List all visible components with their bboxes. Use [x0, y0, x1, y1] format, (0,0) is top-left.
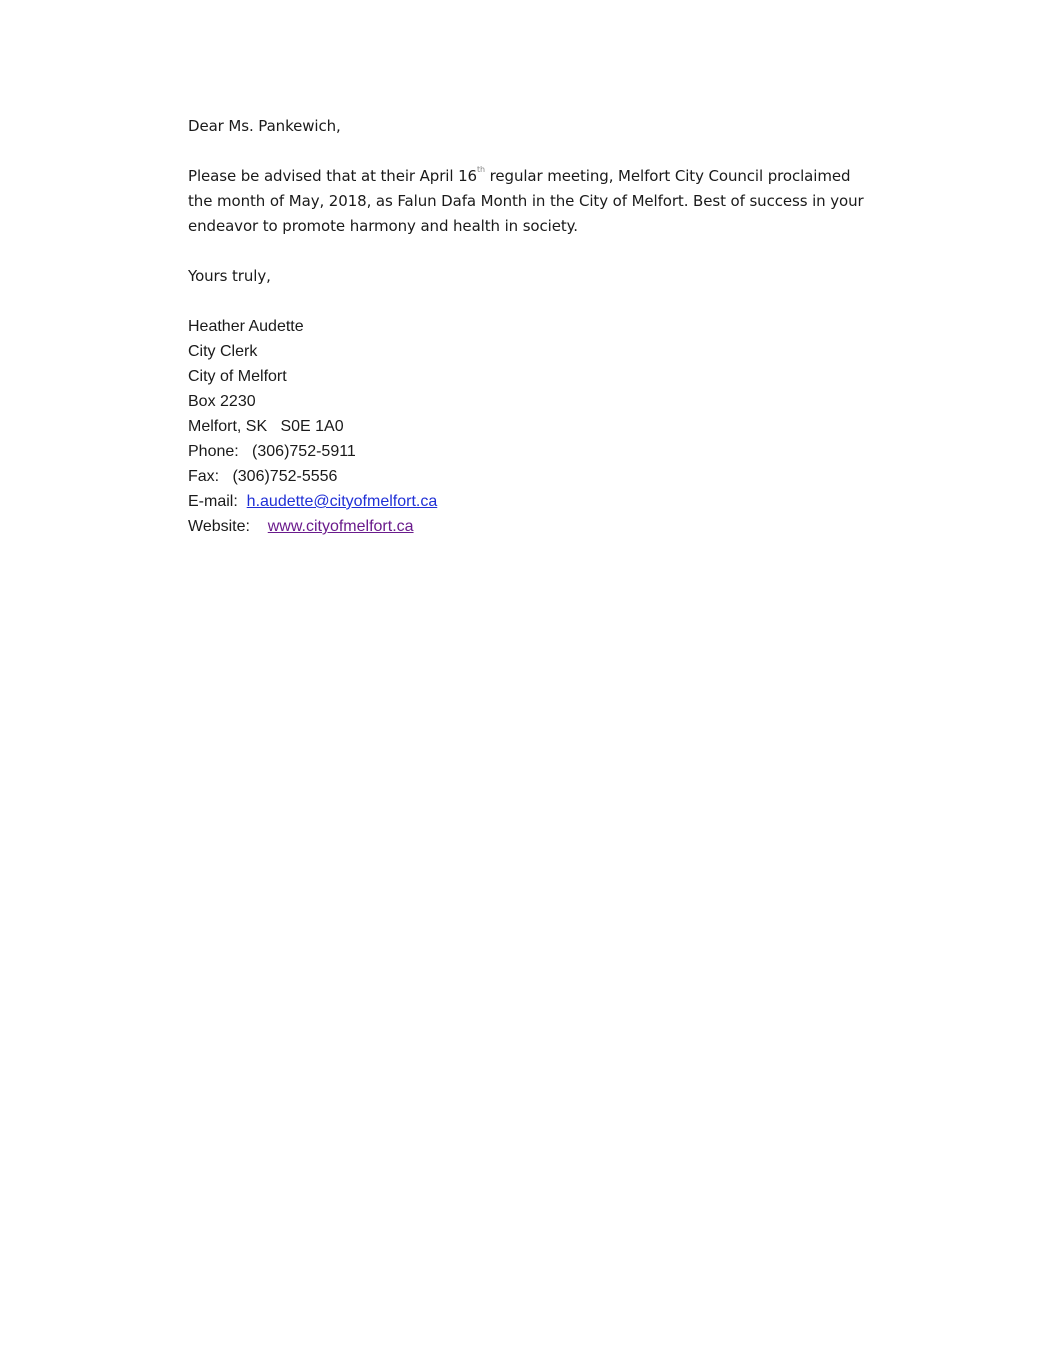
ordinal-superscript: th: [476, 165, 485, 174]
signer-title: City Clerk: [188, 343, 258, 360]
signer-city-line: Melfort, SK S0E 1A0: [188, 418, 344, 435]
website-link[interactable]: www.cityofmelfort.ca: [267, 518, 414, 535]
website-label: Website:: [188, 518, 268, 535]
signer-organization: City of Melfort: [188, 368, 287, 385]
fax-label: Fax:: [188, 468, 233, 485]
phone-value: (306)752-5911: [252, 443, 356, 460]
body-paragraph: [188, 164, 868, 239]
signer-name: Heather Audette: [188, 318, 304, 335]
fax-value: (306)752-5556: [232, 468, 338, 485]
body-text-part1: Please be advised that at their April 16: [188, 167, 477, 185]
phone-label: Phone:: [188, 443, 253, 460]
phone-line: [188, 439, 868, 464]
letter-body: [188, 114, 868, 539]
email-line: [188, 489, 868, 514]
email-label: E-mail:: [188, 493, 247, 510]
signer-box: Box 2230: [188, 393, 256, 410]
body-text-part2: regular meeting, Melfort City Council proclaimed the month of May, 2018, as Falun Dafa Month in the City of Melfort. Best of success in your endeavor to promote harmony and health in society.: [188, 167, 864, 235]
email-link[interactable]: h.audette@cityofmelfort.ca: [246, 493, 438, 510]
salutation: Dear Ms. Pankewich,: [188, 117, 341, 135]
signature-block: [188, 314, 868, 539]
fax-line: [188, 464, 868, 489]
website-line: [188, 514, 868, 539]
closing: Yours truly,: [188, 267, 271, 285]
